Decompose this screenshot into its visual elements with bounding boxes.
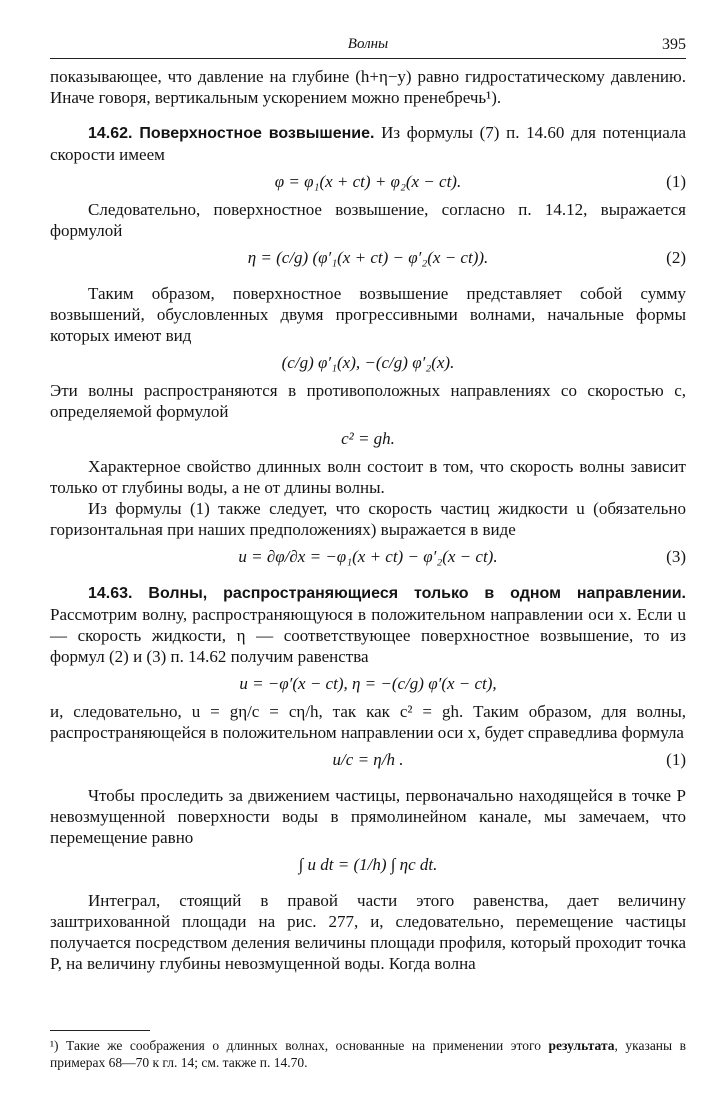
section-14-62	[50, 122, 686, 165]
equation-ratio-formula: u/c = η/h .	[332, 750, 404, 769]
section-heading-14-63: 14.63. Волны, распространяющиеся только в одном направлении.	[88, 585, 686, 602]
page-number: 395	[662, 36, 686, 53]
paragraph-particle-motion: Чтобы проследить за движением частицы, первоначально находящейся в точке P невозмущенной поверхности воды в прямолинейном канале, мы замечаем, что перемещение равно	[50, 786, 686, 847]
paragraph-long-waves: Характерное свойство длинных волн состоит в том, что скорость волны зависит только от глубины воды, а не от длины волны.	[50, 457, 686, 497]
equation-2-formula: η = (c/g) (φ′₁(x + ct) − φ′₂(x − ct)).	[247, 248, 489, 267]
equation-displacement	[50, 848, 686, 882]
equation-displacement-formula: ∫ u dt = (1/h) ∫ ηc dt.	[298, 855, 438, 874]
equation-wave-speed	[50, 422, 686, 456]
page-body	[50, 66, 686, 974]
section-intro-14-62: Из формулы (7) п. 14.60 для потенциала скорости имеем	[50, 123, 686, 164]
running-header	[50, 36, 686, 60]
paragraph-sum-of-waves: Таким образом, поверхностное возвышение представляет собой сумму возвышений, обусловленных двумя прогрессивными волнами, начальные формы которых имеют вид	[50, 284, 686, 345]
paragraph-continued: показывающее, что давление на глубине (h+η−y) равно гидростатическому давлению. Иначе говоря, вертикальным ускорением можно пренебречь¹).	[50, 67, 686, 107]
footnote-text-bold: результата	[548, 1038, 615, 1053]
section-text-14-63: Рассмотрим волну, распространяющуюся в положительном направлении оси x. Если u — скорость жидкости, η — соответствующее поверхностное возвышение, то из формул (2) и (3) п. 14.62 получим равенства	[50, 605, 686, 666]
equation-one-direction	[50, 667, 686, 701]
equation-wave-speed-formula: c² = gh.	[341, 429, 395, 448]
equation-1	[50, 165, 686, 199]
paragraph-opposite-directions: Эти волны распространяются в противоположных направлениях со скоростью c, определяемой формулой	[50, 381, 686, 421]
paragraph-particle-velocity: Из формулы (1) также следует, что скорость частиц жидкости u (обязательно горизонтальная при наших предположениях) выражается в виде	[50, 499, 686, 539]
footnote-text-b: , указаны в примерах 68—70 к гл. 14; см. также п. 14.70.	[50, 1038, 686, 1070]
equation-initial-forms-formula: (c/g) φ′₁(x), −(c/g) φ′₂(x).	[281, 353, 455, 372]
footnote	[50, 1037, 686, 1071]
equation-ratio	[50, 743, 686, 777]
paragraph-elevation: Следовательно, поверхностное возвышение, согласно п. 14.12, выражается формулой	[50, 200, 686, 240]
equation-one-direction-formula: u = −φ′(x − ct), η = −(c/g) φ′(x − ct),	[239, 674, 497, 693]
equation-3	[50, 540, 686, 574]
equation-3-number: (3)	[666, 547, 686, 566]
equation-1-formula: φ = φ₁(x + ct) + φ₂(x − ct).	[274, 172, 462, 191]
header-rule	[50, 58, 686, 59]
equation-ratio-number: (1)	[666, 750, 686, 769]
paragraph-therefore: и, следовательно, u = gη/c = cη/h, так как c² = gh. Таким образом, для волны, распространяющейся в положительном направлении оси x, будет справедлива формула	[50, 702, 686, 742]
footnote-mark: ¹)	[50, 1038, 59, 1053]
section-14-63	[50, 582, 686, 667]
footnote-rule	[50, 1030, 150, 1031]
section-heading-14-62: 14.62. Поверхностное возвышение.	[88, 125, 375, 142]
equation-2	[50, 241, 686, 275]
footnote-text-a: Такие же соображения о длинных волнах, основанные на применении этого	[58, 1038, 549, 1053]
paragraph-integral: Интеграл, стоящий в правой части этого равенства, дает величину заштрихованной площади на рис. 277, и, следовательно, перемещение частицы получается посредством деления величины площади профиля, который проходит точка P, на величину глубины невозмущенной воды. Когда волна	[50, 891, 686, 973]
equation-initial-forms	[50, 346, 686, 380]
header-title: Волны	[347, 36, 389, 52]
equation-2-number: (2)	[666, 248, 686, 267]
equation-1-number: (1)	[666, 172, 686, 191]
equation-3-formula: u = ∂φ/∂x = −φ₁(x + ct) − φ′₂(x − ct).	[238, 547, 498, 566]
